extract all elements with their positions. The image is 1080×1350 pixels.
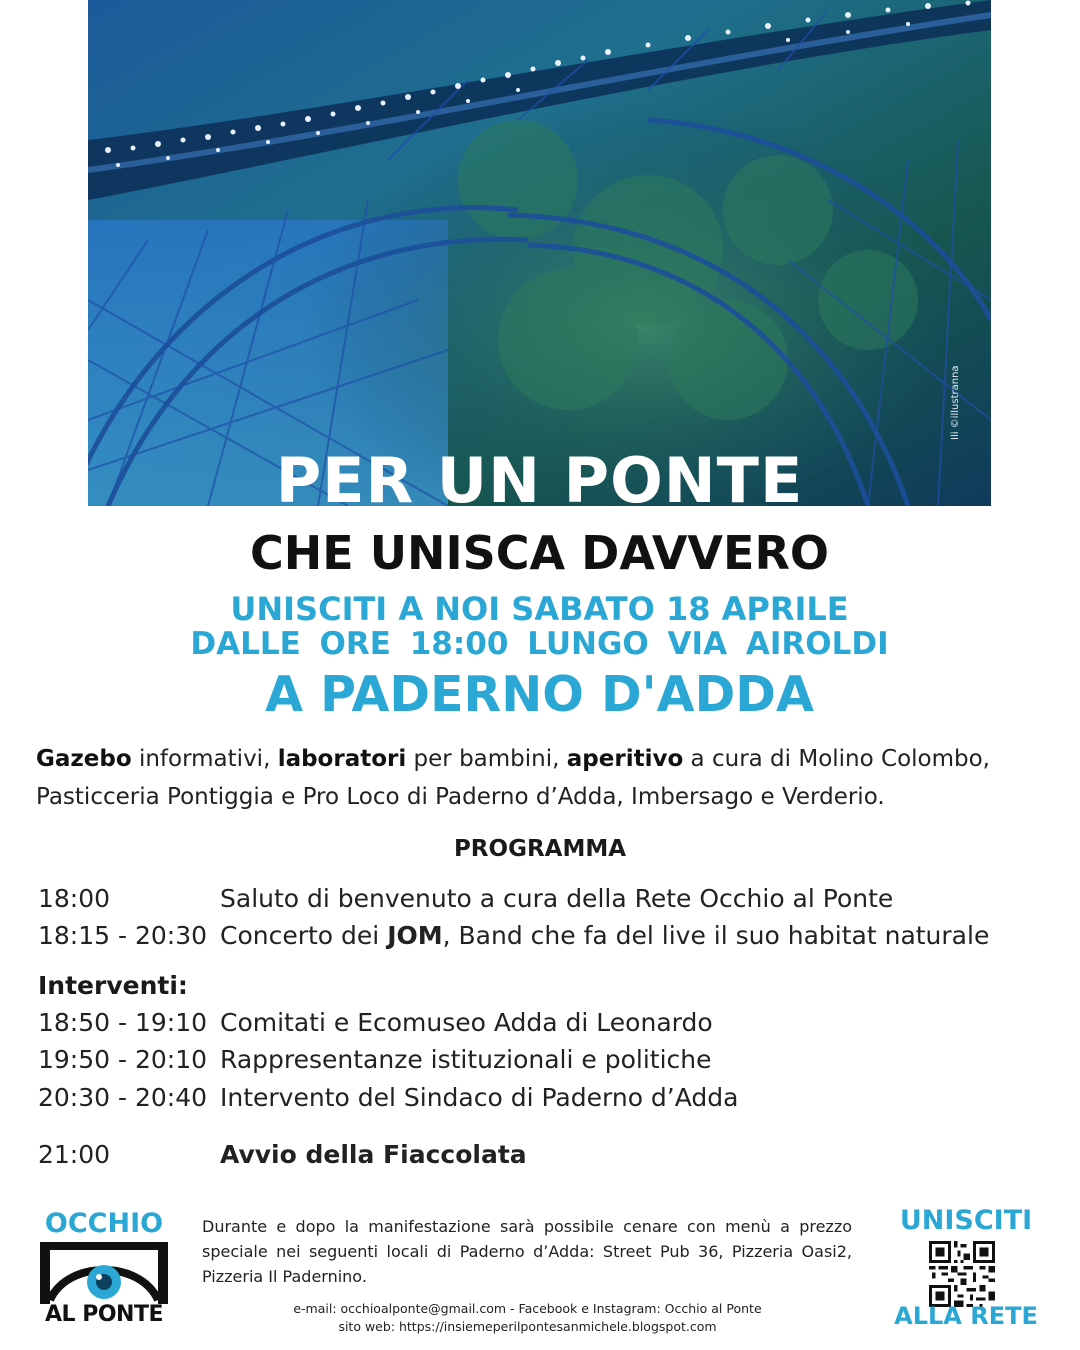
program-desc: Concerto dei JOM, Band che fa del live il suo habitat naturale xyxy=(220,921,990,950)
poster-hero xyxy=(88,0,991,723)
intro-bold-laboratori: laboratori xyxy=(277,746,407,772)
program-time: 18:50 - 19:10 xyxy=(38,1008,208,1037)
program-desc: Comitati e Ecomuseo Adda di Leonardo xyxy=(220,1008,713,1037)
intro-text-2: per bambini, xyxy=(406,746,567,772)
program-time: 19:50 - 20:10 xyxy=(38,1045,208,1074)
logo-text-top: OCCHIO xyxy=(44,1208,164,1239)
illustration-credit: Ili ©illustranna xyxy=(950,365,961,440)
program-desc: Rappresentanze istituzionali e politiche xyxy=(220,1045,712,1074)
intro-bold-gazebo: Gazebo xyxy=(36,746,132,772)
contacts-website: sito web: https://insiemeperilpontesanmichele.blogspot.com xyxy=(338,1319,717,1334)
time-place-line: DALLE ORE 18:00 LUNGO VIA AIROLDI xyxy=(190,626,889,662)
contacts-email-social: e-mail: occhioalponte@gmail.com - Facebook e Instagram: Occhio al Ponte xyxy=(293,1301,762,1316)
bridge-eye-icon xyxy=(38,1240,170,1306)
logo-text-bottom: AL PONTE xyxy=(45,1302,163,1327)
join-network-bottom: ALLA RETE xyxy=(894,1302,1038,1330)
town-line: A PADERNO D'ADDA xyxy=(265,666,814,723)
program-time: 18:00 xyxy=(38,884,111,913)
program-title: PROGRAMMA xyxy=(453,836,627,862)
program-time: 20:30 - 20:40 xyxy=(38,1083,208,1112)
qr-code-icon[interactable] xyxy=(929,1241,995,1307)
interventi-heading: Interventi: xyxy=(38,971,188,1000)
dinner-note: Durante e dopo la manifestazione sarà possibile cenare con menù a prezzo speciale nei seguenti locali di Paderno d’Adda: Street Pub 36, Pizzeria Oasi2, Pizzeria Il Padernino. xyxy=(202,1217,852,1286)
headline-line-2: CHE UNISCA DAVVERO xyxy=(250,526,829,580)
program-desc: Avvio della Fiaccolata xyxy=(220,1140,527,1169)
join-network-top: UNISCITI xyxy=(899,1205,1033,1236)
intro-bold-aperitivo: aperitivo xyxy=(566,746,684,772)
program-desc: Saluto di benvenuto a cura della Rete Occhio al Ponte xyxy=(220,884,894,913)
program-time: 21:00 xyxy=(38,1140,111,1169)
intro-text-1: informativi, xyxy=(131,746,278,772)
program-desc: Intervento del Sindaco di Paderno d’Adda xyxy=(220,1083,739,1112)
date-line: UNISCITI A NOI SABATO 18 APRILE xyxy=(230,590,849,628)
program-time: 18:15 - 20:30 xyxy=(38,921,208,950)
band-name: JOM xyxy=(387,921,443,950)
intro-paragraph xyxy=(36,740,1046,816)
bridge-illustration xyxy=(88,0,991,506)
headline-line-1: PER UN PONTE xyxy=(275,444,804,506)
intro-text-3: a cura di Molino Colombo, Pasticceria Pontiggia e Pro Loco di Paderno d’Adda, Imbersago e Verderio. xyxy=(36,746,990,810)
